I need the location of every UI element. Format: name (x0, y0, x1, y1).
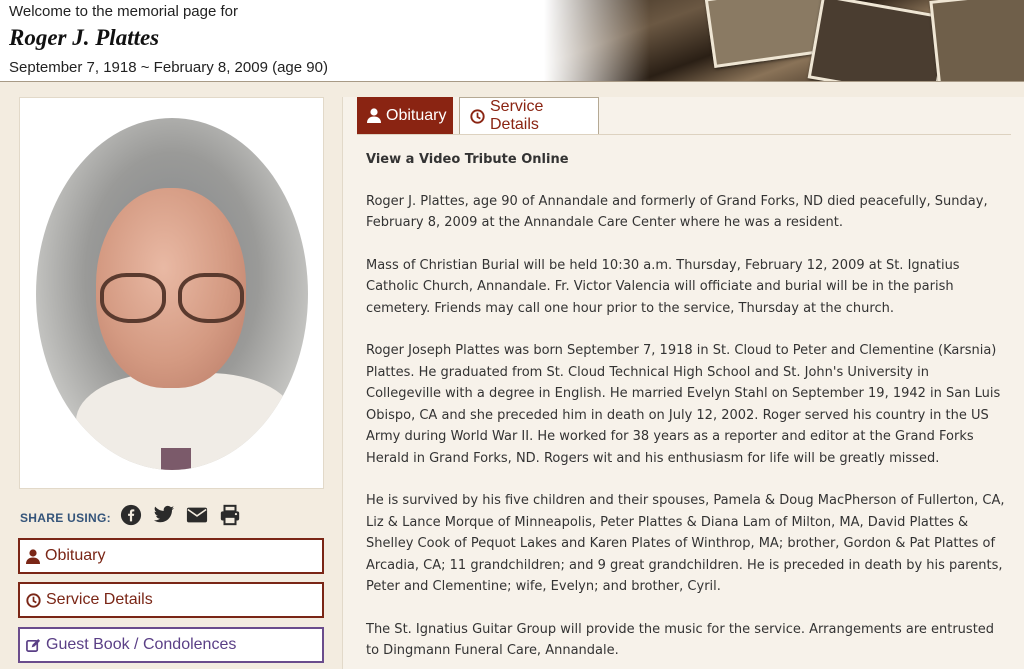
life-dates: September 7, 1918 ~ February 8, 2009 (age 90) (9, 59, 328, 76)
share-bar (20, 502, 251, 528)
clock-icon (470, 109, 485, 124)
portrait-photo (36, 118, 308, 470)
portrait-frame (19, 97, 324, 489)
deceased-name: Roger J. Plattes (9, 25, 160, 50)
person-icon (26, 549, 40, 564)
collage-photo (929, 0, 1024, 82)
sidebar-service-details-label: Service Details (46, 591, 153, 608)
tab-service-details-label: Service Details (490, 98, 544, 133)
obituary-paragraph: Mass of Christian Burial will be held 10:30 a.m. Thursday, February 12, 2009 at St. Ignatius Catholic Church, Annandale. Fr. Victor Valencia will officiate and burial will be in the parish cemetery. Friends may call one hour prior to the service, Thursday at the church. (366, 257, 960, 316)
print-icon[interactable] (218, 503, 242, 527)
email-icon[interactable] (185, 503, 209, 527)
glasses-lens (178, 273, 244, 323)
header-photo-collage (544, 0, 1024, 82)
tab-divider (357, 134, 1011, 135)
collage-photo (808, 0, 951, 82)
sidebar-guest-book-button[interactable] (18, 627, 324, 663)
share-label: SHARE USING: (20, 510, 111, 525)
tab-obituary-label: Obituary (386, 106, 447, 124)
memorial-header (0, 0, 1024, 82)
tab-service-details[interactable] (459, 97, 599, 134)
sidebar-obituary-button[interactable] (18, 538, 324, 574)
glasses-lens (100, 273, 166, 323)
welcome-text: Welcome to the memorial page for (9, 3, 238, 20)
edit-icon (26, 638, 41, 653)
sidebar-guest-book-label: Guest Book / Condolences (46, 636, 237, 653)
video-tribute-link[interactable]: View a Video Tribute Online (366, 152, 569, 167)
clock-icon (26, 593, 41, 608)
sidebar-service-details-button[interactable] (18, 582, 324, 618)
tab-obituary[interactable] (357, 97, 453, 134)
obituary-paragraph: Roger Joseph Plattes was born September 7, 1918 in St. Cloud to Peter and Clementine (Karsnia) Plattes. He graduated from St. Cloud Technical High School and St. John's University in Collegeville with a degree in English. He married Evelyn Stahl on September 19, 1942 in San Luis Obispo, CA and she preceded him in death on July 12, 2002. Roger served his country in the US Army during World War II. He worked for 38 years as a reporter and editor at the Grand Forks Herald in Grand Forks, ND. Rogers wit and his enthusiasm for life will be greatly missed. (366, 343, 1001, 466)
obituary-paragraph: He is survived by his five children and their spouses, Pamela & Doug MacPherson of Fullerton, CA, Liz & Lance Morque of Minneapolis, Peter Plattes & Diana Lam of Milton, MA, David Plattes & Shelley Cook of Pequot Lakes and Karen Plates of Winthrop, MA; brother, Gordon & Pat Plattes of Arcadia, CA; 11 grandchildren; and 9 great grandchildren. He is preceded in death by his parents, Peter and Clementine; wife, Evelyn; and brother, Cyril. (366, 493, 1005, 594)
portrait-glasses (98, 273, 248, 328)
sidebar-obituary-label: Obituary (45, 547, 106, 564)
twitter-icon[interactable] (152, 503, 176, 527)
portrait-tie (161, 448, 191, 470)
obituary-paragraph: Roger J. Plattes, age 90 of Annandale and formerly of Grand Forks, ND died peacefully, Sunday, February 8, 2009 at the Annandale Care Center where he was a resident. (366, 193, 988, 230)
facebook-icon[interactable] (119, 503, 143, 527)
obituary-content (366, 149, 1006, 669)
person-icon (367, 108, 381, 123)
obituary-paragraph: The St. Ignatius Guitar Group will provide the music for the service. Arrangements are entrusted to Dingmann Funeral Care, Annandale. (366, 621, 995, 658)
obituary-panel (342, 97, 1024, 669)
